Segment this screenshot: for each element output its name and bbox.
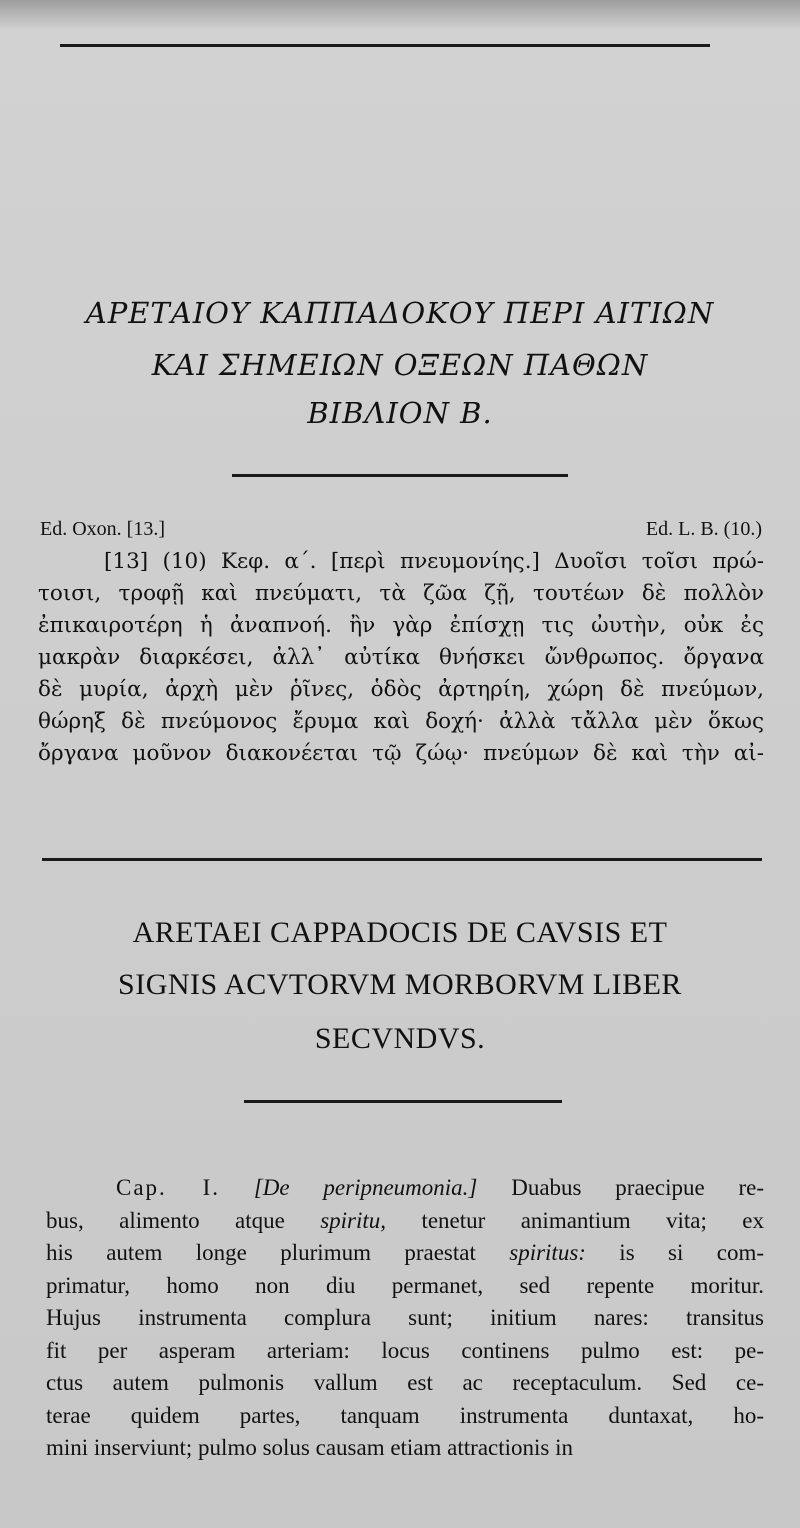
- cap-subject: [De peripneumonia.]: [253, 1175, 478, 1200]
- latin-title-line-3: SECVNDVS.: [314, 1022, 486, 1055]
- top-rule: [60, 44, 710, 47]
- edition-lb: Ed. L. B. (10.): [645, 518, 762, 540]
- greek-title-rule: [232, 474, 568, 477]
- latin-title-line-1: ARETAEI CAPPADOCIS DE CAVSIS ET: [132, 916, 668, 949]
- latin-line: [46, 1237, 764, 1270]
- greek-line: [13] (10) Κεφ. α΄. [περὶ πνευμονίης.] Δυοῖσι τοῖσι πρώ-: [104, 549, 764, 574]
- latin-text-block: [46, 1172, 764, 1465]
- greek-line: τοισι, τροφῇ καὶ πνεύματι, τὰ ζῶα ζῇ, τουτέων δὲ πολλὸν: [38, 581, 764, 606]
- latin-italic: spiritus:: [509, 1240, 586, 1265]
- greek-title-line-1: ΑΡΕΤΑΙΟΥ ΚΑΠΠΑΔΟΚΟΥ ΠΕΡΙ ΑΙΤΙΩΝ: [85, 296, 715, 330]
- latin-line: [46, 1172, 764, 1205]
- latin-line: fit per asperam arteriam: locus continens pulmo est: pe-: [46, 1337, 764, 1363]
- greek-title-line-2: ΚΑΙ ΣΗΜΕΙΩΝ ΟΞΕΩΝ ΠΑΘΩΝ: [151, 348, 649, 382]
- edition-oxon: Ed. Oxon. [13.]: [40, 518, 165, 540]
- greek-line: ὄργανα μοῦνον διακονέεται τῷ ζώῳ· πνεύμων δὲ καὶ τὴν αἰ-: [38, 741, 764, 766]
- latin-segment: his autem longe plurimum praestat: [46, 1240, 510, 1265]
- greek-title-line-3: ΒΙΒΛΙΟΝ Β.: [307, 396, 493, 430]
- latin-line: mini inserviunt; pulmo solus causam etiam attractionis in: [46, 1435, 574, 1460]
- latin-line: terae quidem partes, tanquam instrumenta duntaxat, ho-: [46, 1402, 764, 1428]
- greek-line: μακρὰν διαρκέσει, ἀλλ᾿ αὐτίκα θνήσκει ὤνθρωπος. ὄργανα: [38, 645, 764, 670]
- first-words: Duabus praecipue re-: [511, 1175, 765, 1200]
- greek-line: ἐπικαιροτέρη ἡ ἀναπνοή. ἢν γὰρ ἐπίσχῃ τις ὠυτὴν, οὐκ ἐς: [38, 613, 764, 638]
- greek-text-block: [38, 546, 764, 770]
- latin-segment: bus, alimento atque: [46, 1207, 321, 1233]
- page-edge-shadow: [0, 0, 800, 30]
- latin-title-rule: [244, 1100, 562, 1103]
- cap-label: Cap. I.: [116, 1175, 221, 1200]
- latin-line: primatur, homo non diu permanet, sed repente moritur.: [46, 1272, 764, 1298]
- greek-line: θώρηξ δὲ πνεύμονος ἔρυμα καὶ δοχή· ἀλλὰ τἄλλα μὲν ὅκως: [38, 709, 764, 734]
- latin-line: ctus autem pulmonis vallum est ac receptaculum. Sed ce-: [46, 1370, 764, 1395]
- latin-title-line-2: SIGNIS ACVTORVM MORBORVM LIBER: [118, 968, 682, 1001]
- section-divider: [42, 858, 762, 861]
- latin-italic: spiritu,: [320, 1207, 387, 1233]
- latin-line: Hujus instrumenta complura sunt; initium nares: transitus: [46, 1305, 764, 1330]
- latin-segment: is si com-: [585, 1240, 764, 1265]
- greek-line: δὲ μυρία, ἀρχὴ μὲν ῥῖνες, ὁδὸς ἀρτηρίη, χώρη δὲ πνεύμων,: [38, 677, 764, 702]
- latin-segment: tenetur animantium vita; ex: [386, 1207, 764, 1233]
- edition-references: [40, 518, 762, 541]
- latin-line: [46, 1205, 764, 1238]
